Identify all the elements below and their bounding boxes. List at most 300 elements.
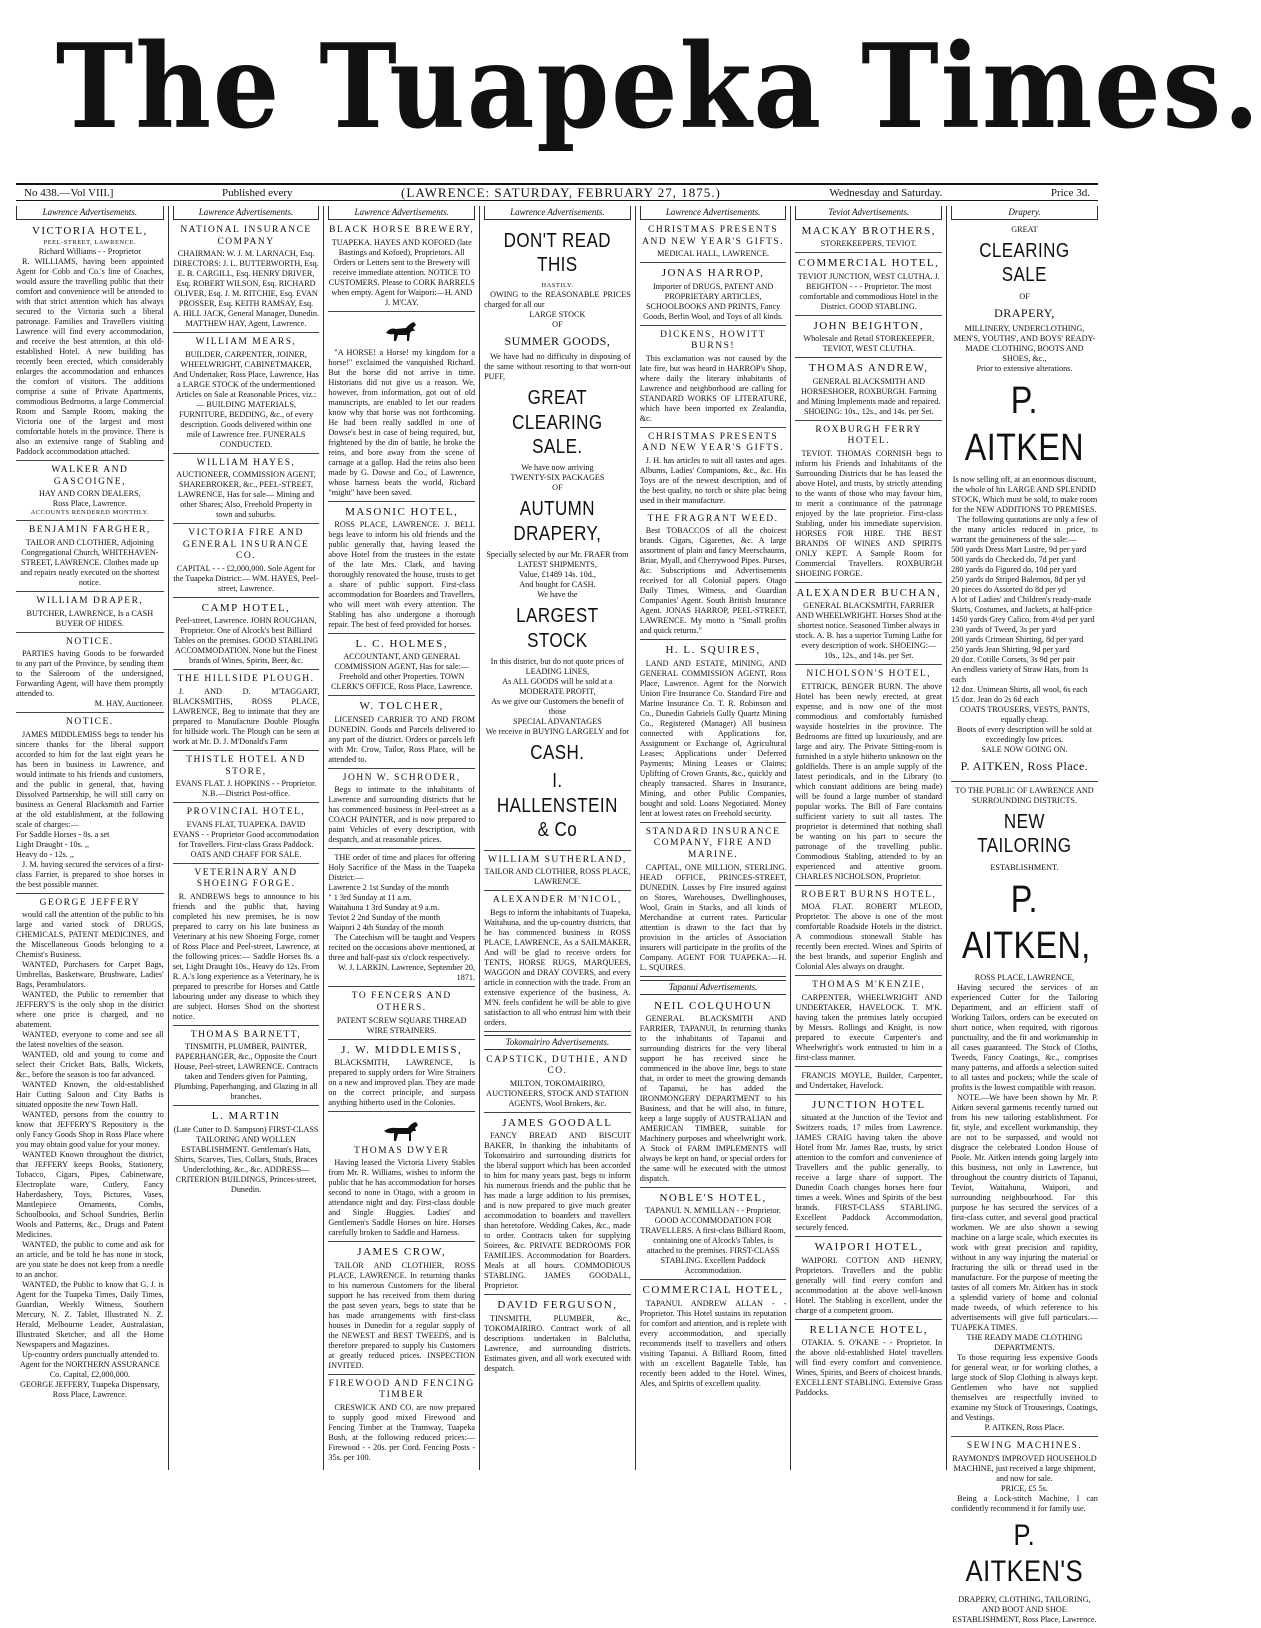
ad-text-2: J. M. having secured the services of a first-class Farrier, is prepared to shoe horses in the best possible manner.	[16, 859, 164, 889]
price-line: 15 doz. Jean do 2s 6d each	[951, 695, 1039, 705]
schedule-row: Lawrence 2 1st Sunday of the month	[328, 883, 449, 893]
ad-provincial-hotel	[173, 805, 320, 864]
ad-camp-hotel	[173, 600, 320, 670]
ad-victoria-fire	[173, 526, 320, 598]
ad-text: CARPENTER, WHEELWRIGHT AND UNDERTAKER, HAVELOCK. T. M'K. having taken the premises lately occupied by Messrs. Rollings and Knight, is now prepared to execute Carpenter's and Wheelwright's work entrusted to him in a first-class manner.	[795, 992, 943, 1062]
price-line: 250 yards Jean Shirting, 9d per yard	[951, 645, 1070, 655]
ad-commercial-hotel-teviot	[795, 255, 942, 315]
ad-end: Up-country orders punctually attended to.	[22, 1350, 160, 1360]
ad-black-horse-brewery	[328, 223, 475, 312]
ad-text: situated at the Junction of the Teviot and Switzers roads, 17 miles from Lawrence. JAMES CRAIG having taken the above Hotel from Mr. James Rae, trusts, by strict attention to the comfort and convenience of Travellers and the public generally, to receive a large share of support. The Dunedin Coach changes horses here four times a week. Wines and Spirits of the best brands. FIRST-CLASS STABLING. Excellent Paddock Accommodation, securely fenced.	[795, 1113, 943, 1233]
price-line: 20 doz. Cotille Corsets, 3s 9d per pair	[951, 655, 1076, 665]
column-heading: Lawrence Advertisements.	[16, 206, 164, 220]
ad-thomas-andrew	[795, 360, 942, 420]
ad-title: WILLIAM SUTHERLAND,	[488, 854, 627, 865]
ad-title: WILLIAM HAYES,	[196, 457, 296, 468]
ad-title: CAMP HOTEL,	[201, 602, 291, 615]
ad-text: J. AND D. M'TAGGART, BLACKSMITHS, ROSS PLACE, LAWRENCE, Beg to intimate that they are prepared to Manufacture Double Ploughs for hillside work. The Plough can be seen at work at Mr. D. J. M'Donald's Farm	[172, 687, 320, 746]
ad-title: GEORGE JEFFERY	[39, 897, 141, 908]
headline: P. AITKEN'S	[965, 1518, 1084, 1589]
ad-title: L. MARTIN	[211, 1110, 281, 1123]
headline: GREAT CLEARING SALE.	[512, 387, 603, 459]
column-heading: Lawrence Advertisements.	[484, 206, 631, 220]
ad-line: THE READY MADE CLOTHING DEPARTMENTS.	[966, 1333, 1083, 1353]
ad-signature: A. HILL JACK, General Manager, Dunedin. MATTHEW HAY, Agent, Lawrence.	[173, 309, 320, 329]
ad-address: Ross Place, Lawrence.	[52, 499, 127, 509]
headline: CASH.	[530, 742, 585, 765]
ad-line: And bought for CASH.	[519, 580, 596, 590]
wanted-item: WANTED Known, the old-established Hair Cutting Saloon and City Baths is situated opposite the new Town Hall.	[16, 1080, 164, 1110]
ad-dickens-howitt	[640, 328, 787, 428]
headline: NEW TAILORING	[977, 810, 1072, 858]
ad-sewing-machines	[951, 1439, 1098, 1628]
ad-masonic-hotel	[328, 504, 475, 634]
ad-standard-insurance	[640, 825, 787, 977]
ad-title: VICTORIA HOTEL,	[31, 224, 148, 237]
ad-line: PRICE, £5 5s.	[1001, 1483, 1048, 1493]
ad-thomas-barnett	[173, 1028, 320, 1107]
column-heading: Lawrence Advertisements.	[328, 206, 475, 220]
ad-text: Begs to inform the inhabitants of Tuapeka, Waitahuna, and the up-country districts, that he has commenced business in ROSS PLACE, LAWRENCE, As a SAILMAKER, And will be glad to receive orders for TENTS, HORSE RUGS, MARQUEES, WAGGON and DRAY COVERS, and every article in connection with the trade. From an extensive experience of the business, A. M'N. feels confident he will be able to give satisfaction to all who entrust him with their orders.	[484, 907, 631, 1027]
column-6	[790, 206, 946, 1470]
ad-robert-burns-hotel	[795, 888, 942, 977]
price-line: 200 yards Crimean Shirting, 8d per yard	[951, 635, 1084, 645]
ad-proprietor: Richard Williams - - Proprietor	[38, 247, 141, 257]
ad-title: TO FENCERS AND OTHERS.	[351, 991, 452, 1013]
price-line: 1450 yards Grey Calico, from 4½d per yard	[951, 615, 1095, 625]
ad-line: LARGE STOCK	[529, 309, 586, 319]
column-heading: Lawrence Advertisements.	[640, 206, 787, 220]
ad-waipori-hotel	[795, 1239, 942, 1319]
ad-mass-schedule	[328, 851, 475, 987]
ad-line: P. AITKEN, Ross Place.	[960, 759, 1089, 774]
ad-text: CRESWICK AND CO. are now prepared to supply good mixed Firewood and Fencing Timber at the Tramway, Tuapeka Bush, at the following reduced prices:— Firewood - - 20s. per Cord. Fencing Posts - 35s. per 100.	[328, 1403, 476, 1463]
ad-l-martin	[173, 1108, 320, 1197]
column-heading: Teviot Advertisements.	[795, 206, 942, 220]
wanted-item: WANTED, everyone to come and see all the latest novelties of the season.	[16, 1030, 164, 1050]
firm-name: I. HALLENSTEIN & Co	[496, 770, 618, 842]
ad-text: GENERAL BLACKSMITH AND HORSESHOER, ROXBURGH. Farming and Mining Implements made and repaired. SHOEING: 10s., 12s., and 14s. per Set.	[797, 376, 941, 416]
ad-title: CHRISTMAS PRESENTS AND NEW YEAR'S GIFTS.	[642, 224, 785, 247]
ad-line: GREAT	[1011, 224, 1038, 234]
ad-text: TINSMITH, PLUMBER, PAINTER, PAPERHANGER, &c., Opposite the Court House, Peel-street, LAWRENCE. Contracts taken and Tenders given for Painting, Plumbing, Paperhanging, and Glazing in all branches.	[174, 1042, 319, 1102]
column-7	[946, 206, 1102, 1624]
ad-title: JOHN W. SCHRODER,	[342, 772, 461, 783]
ad-text: JAMES MIDDLEMISS begs to tender his sincere thanks for the liberal support accorded to him for the last eight years he has been in business in Lawrence, and would intimate to his friends and customers, and the public in general, that, having Dissolved Partnership, he will still carry on business as General Blacksmith and Farrier at the old establishment, at the following scale of charges:—	[16, 729, 164, 829]
ad-lc-holmes	[328, 636, 475, 696]
ad-title: THOMAS ANDREW,	[808, 362, 929, 375]
ad-title: NICHOLSON'S HOTEL,	[806, 669, 932, 680]
ad-title: W. TOLCHER,	[359, 700, 444, 713]
ad-text: HAY AND CORN DEALERS,	[38, 489, 141, 499]
ad-title: ROBERT BURNS HOTEL,	[801, 889, 937, 900]
headline: P. AITKEN,	[962, 878, 1091, 967]
ad-line: P. AITKEN, Ross Place.	[984, 1423, 1065, 1433]
ad-title: JONAS HARROP,	[661, 267, 765, 280]
ad-title: DAVID FERGUSON,	[497, 1299, 618, 1312]
dateline	[16, 183, 1098, 201]
price-line: 500 yards Dress Mart Lustre, 9d per yard	[951, 545, 1087, 555]
ad-line: SUMMER GOODS,	[504, 333, 611, 348]
ad-text: J. H. has articles to suit all tastes and ages. Albums, Ladies' Companions, &c., &c. His Toys are of the newest description, and of the best quality, no torch or shire plac being used in their manufacture.	[639, 455, 787, 505]
ad-title: COMMERCIAL HOTEL,	[798, 257, 940, 270]
ad-text: BUTCHER, LAWRENCE, Is a CASH BUYER OF HIDES.	[26, 608, 154, 628]
ad-line: We receive in BUYING LARGELY and for	[485, 727, 630, 737]
schedule-row: Teviot 2 2nd Sunday of the month	[328, 913, 441, 923]
ad-christmas-presents-2	[640, 430, 787, 510]
ad-text: TAILOR AND CLOTHIER, ROSS PLACE, LAWRENCE.	[484, 867, 631, 887]
ad-text: STOREKEEPERS, TEVIOT.	[820, 239, 917, 249]
ad-text: THE order of time and places for offering Holy Sacrifice of the Mass in the Tuapeka District:—	[328, 853, 476, 883]
ad-text-2: The Catechism will be taught and Vespers recited on the occasions above mentioned, at three and half-past six o'clock respectively.	[328, 933, 476, 963]
ad-text: R. WILLIAMS, having been appointed Agent for Cobb and Co.'s line of Coaches, would assure the travelling public that their comfort and convenience will be attended to with that strict attention which has always secured to the Victoria such a liberal patronage. Families and Travellers visiting Lawrence will find every accommodation, and receive the best attention, at this old-established Hotel. A new building has recently been erected, which considerably enlarges the accommodation and enhances the comfort of visitors. The additions comprise a suite of Private Apartments, commodious Bedrooms, a large Commercial Room and Sample Room, making the Victoria one of the largest and most comfortable hotels in the province. There is also an extensive range of Stabling and Paddock accommodation attached.	[16, 257, 164, 457]
ad-capstick-duthie	[484, 1053, 631, 1113]
ad-line: TWENTY-SIX PACKAGES	[510, 473, 605, 483]
ad-title: PROVINCIAL HOTEL,	[186, 807, 306, 818]
ad-title: WILLIAM MEARS,	[195, 337, 297, 348]
ad-christmas-presents	[640, 223, 787, 263]
ad-line: The following quotations are only a few of the many articles reduced in price, to warrant the genuineness of the sale:—	[951, 515, 1098, 545]
headline: CLEARING SALE	[979, 239, 1070, 287]
ad-title: WILLIAM DRAPER,	[36, 595, 144, 606]
price-line: 280 yards do Figured do, 10d per yard	[951, 565, 1077, 575]
ad-title: ALEXANDER BUCHAN,	[796, 586, 942, 599]
ad-text: TINSMITH, PLUMBER, &c., TOKOMAIRIRO. Contract work of all descriptions undertaken in Balclutha, Lawrence, and surrounding districts. Estimates given, and all work executed with despatch.	[484, 1313, 631, 1373]
ad-title: NEIL COLQUHOUN	[654, 999, 773, 1012]
schedule-row: Waipori 2 4th Sunday of the month	[328, 923, 444, 933]
headline: AUTUMN DRAPERY,	[513, 498, 602, 545]
ad-text: OTAKIA. S. O'KANE - - Proprietor. In the above old-established Hotel travellers will find every comfort and convenience. Wines, Spirits, and Beers of choicest brands. EXCELLENT STABLING. Extensive Grass Paddocks.	[795, 1338, 943, 1398]
ad-john-beighton	[795, 318, 942, 358]
wanted-item: WANTED, Purchasers for Carpet Bags, Umbrellas, Basketware, Brushware, Ladies' Bags, Perambulators.	[16, 960, 164, 990]
ad-line: OF	[552, 483, 563, 493]
ad-victoria-hotel	[16, 223, 164, 461]
ad-text: AUCTIONEER, COMMISSION AGENT, SHAREBROKER, &c., PEEL-STREET, LAWRENCE, Has for sale— Mining and other Shares; Also, Freehold Property in town and suburbs.	[176, 470, 316, 520]
ad-title: JUNCTION HOTEL	[811, 1098, 926, 1111]
ad-line: SPECIAL ADVANTAGES	[513, 717, 602, 727]
ad-text: LAND AND ESTATE, MINING, AND GENERAL COMMISSION AGENT, Ross Place, Lawrence. Agent for the Norwich Union Fire Insurance Co. Standard Fire and Marine Insurance Co. T. R. Robinson and Co., Dunedin Gabriels Gully Quartz Mining Co., Registered (Manager) All business connected with Applications for, Assignment or Exchange of, Agricultural Leases; Applications under Deferred Payments; Mining Leases or Claims; Uplifting of Crown Grants, &c., quickly and cheaply transacted. Shares in Insurance, Mining, and other Public Companies, bought and sold. Loans Negotiated. Money lent at lowest rates on Freehold security.	[639, 658, 787, 818]
ad-jw-middlemiss	[328, 1042, 475, 1112]
ad-title: WAIPORI HOTEL,	[814, 1241, 923, 1254]
ad-signature: M. HAY, Auctioneer.	[94, 699, 164, 709]
ad-line: OF	[552, 319, 563, 329]
rate-line: For Saddle Horses - 8s. a set	[16, 829, 110, 839]
ad-title: COMMERCIAL HOTEL,	[642, 1284, 784, 1297]
column-2	[168, 206, 324, 1470]
section-heading: Tapanui Advertisements.	[640, 980, 787, 995]
ad-title: THISTLE HOTEL AND STORE,	[186, 755, 306, 777]
ad-note: ACCOUNTS RENDERED MONTHLY.	[30, 509, 150, 517]
ad-walker-gascoigne	[16, 463, 164, 521]
ad-line: SALE NOW GOING ON.	[981, 745, 1068, 755]
ad-text: BLACKSMITH, LAWRENCE, Is prepared to supply orders for Wire Strainers on a new and improved plan. They are made on the correct principle, and surpass anything hitherto used in the Colonies.	[328, 1057, 476, 1107]
ad-line: As ALL GOODS will be sold at a	[502, 677, 613, 687]
wanted-item: WANTED, the Public to remember that JEFFERY'S is the only shop in the district where one price is charged, and no abatement.	[16, 990, 164, 1030]
ad-text: CAPITAL - - - £2,000,000. Sole Agent for the Tuapeka District:— WM. HAYES, Peel-street, Lawrence.	[173, 564, 319, 594]
publish-days: Wednesday and Saturday.	[829, 186, 943, 199]
ad-nicholsons-hotel	[795, 667, 942, 886]
ad-aitken-tailoring	[951, 784, 1098, 1438]
price-line: 20 pieces do Assorted do 8d per yd	[951, 585, 1066, 595]
column-1	[12, 206, 168, 1470]
ad-line: MODERATE PROFIT,	[519, 687, 596, 697]
ad-title: ROXBURGH FERRY HOTEL.	[815, 424, 923, 447]
ad-line: ESTABLISHMENT.	[990, 862, 1059, 872]
ad-text: BUILDER, CARPENTER, JOINER, WHEELWRIGHT, CABINETMAKER, And Undertaker, Ross Place, Lawrence, Has a LARGE STOCK of the undermentioned Articles on Sale at Reasonable Prices, viz.:— BUILDING MATERIALS, FURNITURE, BEDDING, &c., of every description. Goods delivered within one mile of Lawrence free. FUNERALS CONDUCTED.	[173, 349, 319, 449]
ad-mackay-brothers	[795, 223, 942, 253]
ad-text: TUAPEKA. HAYES AND KOFOED (late Bastings and Kofoed), Proprietors. All Orders or Letters sent to the Brewery will receive immediate attention. NOTICE TO CUSTOMERS. Please to CORK BARRELS when empty. Agent for Waipori:—H. AND J. M'CAY.	[328, 237, 475, 307]
ad-text: GENERAL BLACKSMITH AND FARRIER, TAPANUI, In returning thanks to the inhabitants of Tapanui and surrounding districts for the very liberal support he has received since he commenced in the above line, begs to state that, in order to meet the growing demands of Tapanui, he has added the IRONMONGERY DEPARTMENT to his Business, and that he will also, in future, keep a large supply of AUSTRALIAN and AMERICAN TIMBER, suitable for Machinery purposes and wheelwright work. A Stock of FARM IMPLEMENTS will always be kept on hand, or special orders for the same will be executed with the utmost dispatch.	[639, 1013, 787, 1183]
ad-line: DRAPERY,	[994, 305, 1055, 320]
ad-reliance-hotel	[795, 1322, 942, 1401]
headline-sub: HASTILY.	[541, 281, 574, 289]
ad-title: CAPSTICK, DUTHIE, AND CO.	[486, 1054, 629, 1077]
ad-line: LEADING LINES,	[525, 667, 590, 677]
ad-line: Being a Lock-stitch Machine, I can confidently recommend it for family use.	[951, 1493, 1098, 1513]
wanted-item: WANTED, old and young to come and select their Cricket Bats, Balls, Wickets, &c., before the season is too far advanced.	[16, 1050, 164, 1080]
ad-line: DRAPERY, CLOTHING, TAILORING, AND BOOT AND SHOE ESTABLISHMENT, Ross Place, Lawrence.	[952, 1594, 1097, 1624]
ad-line: ROSS PLACE, LAWRENCE,	[974, 973, 1075, 983]
ad-text: TEVIOT JUNCTION, WEST CLUTHA. J. BEIGHTON - - - Proprietor. The most comfortable and commodious Hotel in the District. GOOD STABLING.	[797, 271, 940, 311]
column-3	[323, 206, 479, 1470]
ad-line: We have had no difficulty in disposing of the same without resorting to that worn-out PUFF,	[484, 352, 631, 382]
ad-commercial-hotel-tapanui	[640, 1282, 787, 1391]
ad-text: TAILOR AND CLOTHIER, Adjoining Congregational Church, WHITEHAVEN-STREET, LAWRENCE. Clothes made up and repairs neatly executed on the shortest notice.	[20, 537, 160, 587]
horse-illustration-icon	[328, 1119, 475, 1143]
wanted-item: WANTED, the Public to know that G. J. is Agent for the Tuapeka Times, Daily Times, Guardian, Weekly Witness, Southern Mercury, N. Z. Tablet, Illustrated N. Z. Herald, Melbourne Leader, Australasian, Illustrated Sketcher, and all the Home Newspapers and Magazines.	[16, 1280, 164, 1350]
ad-title: FRANCIS MOYLE, Builder, Carpenter, and Undertaker, Havelock.	[795, 1070, 943, 1090]
ad-text: EVANS FLAT. J. HOPKINS - - Proprietor. N.B.—District Post-office.	[175, 779, 317, 799]
section-heading: Tokomairiro Advertisements.	[484, 1035, 631, 1050]
ad-william-mears	[173, 335, 320, 454]
ad-line: Prior to extensive alterations.	[976, 364, 1073, 374]
ad-text: Wholesale and Retail STOREKEEPER, TEVIOT, WEST CLUTHA.	[803, 334, 935, 354]
ad-title: RELIANCE HOTEL,	[809, 1323, 928, 1336]
ad-text: (Late Cutter to D. Sampson) FIRST-CLASS TAILORING AND WOLLEN ESTABLISHMENT. Gentleman's Hats, Shirts, Scarves, Ties, Collars, Studs, Braces Underclothing, &c., &c. ADDRESS— CRITERION BUILDINGS, Princes-street, Dunedin.	[173, 1124, 319, 1194]
ad-w-tolcher	[328, 698, 475, 768]
ad-aitken-clearing-sale	[951, 223, 1098, 782]
ad-text: WAIPORI. COTTON AND HENRY, Proprietors. Travellers and the public generally will find every comfort and accommodation at the above well-known Hotel. The Stabling is excellent, under the charge of a competent groom.	[795, 1255, 943, 1315]
price-line: 250 yards do Striped Balernos, 8d per yd	[951, 575, 1086, 585]
ad-line: Is now selling off, at an enormous discount, the whole of his LARGE AND SPLENDID STOCK, Which must be sold, to make room for the NEW ADDITIONS TO PREMISES.	[951, 475, 1098, 515]
ad-title: BENJAMIN FARGHER,	[28, 525, 151, 536]
ad-hillside-plough	[173, 672, 320, 751]
ad-title: BLACK HORSE BREWERY,	[329, 224, 475, 235]
ad-title: WALKER AND GASCOIGNE,	[51, 465, 129, 487]
ad-firewood	[328, 1377, 475, 1466]
ad-james-goodall	[484, 1115, 631, 1295]
headline: P. AITKEN	[964, 380, 1085, 469]
price: Price 3d.	[1050, 186, 1090, 199]
ad-title: ALEXANDER M'NICOL,	[492, 895, 622, 906]
ad-subtitle: PEEL-STREET, LAWRENCE.	[43, 239, 137, 247]
ad-text: FANCY BREAD AND BISCUIT BAKER, In thanking the inhabitants of Tokomairiro and surrounding districts for the liberal support which has been accorded to him for many years past, begs to inform his numerous friends and the public that he has made a large addition to his premises, and is now prepared to give much greater accommodation to boarders and travellers than heretofore. Wedding Cakes, &c., made to order. Contracts taken for supplying Soirees, &c. PRIVATE BEDROOMS FOR FAMILIES. Accommodation for Boarders. Meals at all hours. COMMODIOUS STABLING. JAMES GOODALL, Proprietor.	[484, 1131, 631, 1291]
column-5	[635, 206, 791, 1470]
ad-line: We have now arriving	[521, 463, 594, 473]
issue-number: No 438.—Vol VIII.]	[24, 186, 114, 199]
ad-title: THOMAS DWYER	[354, 1145, 450, 1156]
ad-text: EVANS FLAT, TUAPEKA. DAVID EVANS - - Proprietor Good accommodation for Travellers. First-class Grass Paddock. OATS AND CHAFF FOR SALE.	[173, 819, 319, 859]
ad-title: NOBLE'S HOTEL,	[659, 1191, 767, 1204]
ad-line: Boots of every description will be sold at exceedingly low prices.	[957, 725, 1092, 745]
ad-title: NOTICE.	[65, 636, 114, 647]
ad-text: OWING to the REASONABLE PRICES charged for all our	[484, 289, 631, 309]
price-line: 230 yards of Tweed, 3s per yard	[951, 625, 1057, 635]
ad-line: Value, £1489 14s. 10d.,	[518, 570, 596, 580]
ad-william-hayes	[173, 456, 320, 525]
ad-text: ACCOUNTANT, AND GENERAL COMMISSION AGENT, Has for sale:— Freehold and other Properties. TOWN CLERK'S OFFICE, Ross Place, Lawrence.	[331, 652, 473, 692]
ad-line: In this district, but do not quote prices of	[490, 657, 625, 667]
ad-text: CHAIRMAN: W. J. M. LARNACH, Esq. DIRECTORS: J. L. BUTTERWORTH, Esq. E. B. CARGILL, Esq. HENRY DRIVER, Esq. ROBERT WILSON, Esq. RICHARD OLIVER, Esq. J. M. RITCHIE, Esq. EVAN PROSSER, Esq. KEITH RAMSAY, Esq.	[173, 249, 319, 309]
price-line: 12 doz. Unimean Shirts, all wool, 6s each	[951, 685, 1088, 695]
ad-line: RAYMOND'S IMPROVED HOUSEHOLD MACHINE, just received a large shipment, and now for sale.	[952, 1453, 1097, 1483]
schedule-row: " 1 3rd Sunday at 11 a.m.	[328, 893, 412, 903]
ad-john-schroder	[328, 771, 475, 850]
horse-illustration-icon	[328, 319, 475, 345]
columns	[12, 206, 1102, 1624]
ad-francis-moyle	[795, 1069, 942, 1095]
ad-title: JAMES GOODALL	[502, 1116, 613, 1129]
ad-notice-middlemiss	[16, 715, 164, 894]
ad-george-jeffery	[16, 896, 164, 1404]
ad-title: NATIONAL INSURANCE COMPANY	[180, 224, 312, 247]
ad-text: TAILOR AND CLOTHIER, ROSS PLACE, LAWRENCE. In returning thanks to his numerous Customers for the liberal support he has received from them during the past seven years, begs to state that he has made arrangements with first-class houses in Dunedin for a regular supply of the NEWEST and BEST TWEEDS, and is therefore prepared to supply his Customers at greatly reduced prices. INSPECTION INVITED.	[328, 1260, 476, 1370]
ad-line: Specially selected by our Mr. FRAER from	[486, 550, 629, 560]
ad-signature: W. J. LARKIN. Lawrence, September 20, 1871.	[338, 963, 476, 983]
ad-text: R. ANDREWS begs to announce to his friends and the public that, having completed his new premises, he is now prepared to carry on his late business as Veterinary at his new Shoeing Forge, corner of Ross Place and Peel-street, Lawrence, at the following prices:— Saddle Horses 8s. a set, Light Draught 10s., Heavy do 12s. From R. A.'s long experience as a Veterinary, he is prepared to prescribe for Horses and Cattle labouring under any disease to which they are subject. Horses Shod on the shortest notice.	[172, 891, 320, 1021]
ad-text: LICENSED CARRIER TO AND FROM DUNEDIN. Goods and Parcels delivered to any part of the district. Orders or parcels left with Mr. Crow, Tailor, Ross Place, will be attended to.	[328, 714, 476, 764]
wanted-item: WANTED, the public to come and ask for an article, and be told he has none in stock, are you state he does not keep from a needle to an anchor.	[16, 1240, 164, 1280]
ad-william-draper	[16, 594, 164, 633]
ad-hallenstein	[484, 223, 631, 851]
ad-hl-squires	[640, 642, 787, 822]
ad-junction-hotel	[795, 1097, 942, 1237]
ad-title: SEWING MACHINES.	[966, 1441, 1083, 1452]
ad-benjamin-fargher	[16, 523, 164, 592]
ad-text: GENERAL BLACKSMITH, FARRIER AND WHEELWRIGHT. Horses Shod at the shortest notice. Seasoned Timber always in stock. A. B. has a superior Turning Lathe for every description of work. SHOEING:—10s., 12s., and 14s. per Set.	[795, 601, 942, 661]
wanted-item: WANTED, persons from the country to know that JEFFERY'S Repository is the only Fancy Goods Shop in Ross Place where you may obtain good value for your money.	[16, 1110, 164, 1150]
price-line: A lot of Ladies' and Children's ready-made Skirts, Costumes, and Jackets, at half-price	[951, 595, 1093, 615]
ad-text: PARTIES having Goods to be forwarded to any part of the Province, by sending them to the Saleroom of the undersigned, Forwarding Agent, will have them promptly attended to.	[16, 649, 164, 699]
ad-alexander-buchan	[795, 585, 942, 665]
ad-roxburgh-ferry	[795, 423, 942, 583]
ad-title: MASONIC HOTEL,	[345, 505, 459, 518]
ad-text: Importer of DRUGS, PATENT AND PROPRIETARY ARTICLES, SCHOOLBOOKS AND PRINTS, Fancy Goods, Berlin Wool, and Toys of all kinds.	[643, 281, 784, 321]
price-line: An endless variety of Straw Hats, from 1s each	[951, 665, 1089, 685]
ad-fragrant-weed	[640, 512, 787, 641]
ad-title: NOTICE.	[65, 717, 114, 728]
ad-david-ferguson	[484, 1297, 631, 1376]
ad-line: As we give our Customers the benefit of those	[491, 697, 624, 717]
ad-text: Best TOBACCOS of all the choicest brands. Cigars, Cigarettes, &c. A large assortment of plain and fancy Meerschaums, Briar, Myall, and Cherrywood Pipes. Purses, &c. Subscriptions and Advertisements received for all Colonial papers. Otago Daily Times, Witness, and Guardian Companies' Agent. South British Insurance Agent. JONAS HARROP, PEEL-STREET, LAWRENCE. My motto is "Small profits and quick returns."	[639, 526, 787, 636]
ad-notice-hay	[16, 635, 164, 714]
rate-line: Light Draught - 10s. ,,	[16, 839, 89, 849]
rate-line: Heavy do - 12s. ,,	[16, 849, 74, 859]
column-4	[479, 206, 635, 1470]
ad-thomas-dwyer	[328, 1114, 475, 1243]
ad-dowse-harness	[328, 314, 475, 502]
ad-neil-colquhoun	[640, 998, 787, 1188]
ad-text: MILTON, TOKOMAIRIRO, AUCTIONEERS, STOCK AND STATION AGENTS, Wool Brokers, &c.	[486, 1078, 629, 1108]
price-line: 500 yards do Checked do, 7d per yard	[951, 555, 1076, 565]
ad-line: OF	[1019, 291, 1030, 301]
ad-text: This exclamation was not caused by the late fire, but was heard in HARROP's Shop, where daily the literary inhabitants of Lawrence and neighborhood are calling for STANDARD WORKS OF LITERATURE, which have been imported ex Zealandia, &c.	[639, 353, 787, 423]
ad-thistle-hotel	[173, 753, 320, 803]
ad-title: JOHN BEIGHTON,	[813, 319, 925, 332]
ad-text: "A HORSE! a Horse! my kingdom for a horse!" exclaimed the vanquished Richard. But the horse did not arrive in time. Historians did not give us a reason. We, however, from information, got out of old manuscripts, are enabled to let our readers know why that horse was not forthcoming. He had been really saddled in one of Dowse's best in case of being required, but, frightened by the din of battle, he broke the reins, and bore away from the scene of carnage at a gallop. Had the reins also been made by G. Dowse and Co., of Lawrence, whose harness beats the world, Richard "might" have been saved.	[328, 347, 476, 497]
ad-title: VICTORIA FIRE AND GENERAL INSURANCE CO.	[182, 528, 310, 562]
ad-title: THOMAS M'KENZIE,	[812, 980, 926, 991]
ad-title: FIREWOOD AND FENCING TIMBER	[328, 1378, 475, 1401]
ad-text: MOA FLAT. ROBERT M'LEOD, Proprietor. The above is one of the most comfortable Roadside Hotels in the district. A commodious stonewall Stable has recently been erected. Wines and Spirits of the best brands, and superior English and Colonial Ales always on draught.	[795, 902, 943, 972]
ad-veterinary-forge	[173, 866, 320, 1026]
headline: LARGEST STOCK	[516, 605, 599, 652]
ad-fencers	[328, 989, 475, 1039]
masthead	[0, 12, 1261, 162]
ad-line: MILLINERY, UNDERCLOTHING, MEN'S, YOUTHS', AND BOYS' READY-MADE CLOTHING, BOOTS AND SHOES, &c.,	[953, 324, 1096, 364]
ad-text: NOTE.—We have been shown by Mr. P. Aitken several garments recently turned out from his new tailoring establishment. For fit, style, and excellent workmanship, they are not to be surpassed, and would not disgrace the celebrated London House of Poole. Mr. Aitken intends going largely into this business, not only in Lawrence, but throughout the country districts of Tapanui, Teviot, Waitahuna, Waipori, and surrounding neighbourhood. For this purpose he has secured the services of a first-class cutter, and several good practical workmen. We are also shown a sewing machine on a large scale, which executes its work with great precision and rapidity, without in any way injuring the material or fracturing the silk or thread used in the manufacture. For the purpose of meeting the tastes of all comers Mr. Aitken has in stock a splendid variety of home and colonial made tweeds, of which reference to his advertisements will give full particulars.—TUAPEKA TIMES.	[951, 1093, 1098, 1333]
ad-title: DICKENS, HOWITT BURNS!	[660, 329, 767, 352]
price-line: COATS TROUSERS, VESTS, PANTS, equally cheap.	[959, 705, 1090, 725]
ad-title: THOMAS BARNETT,	[190, 1029, 302, 1040]
ad-text: TEVIOT. THOMAS CORNISH begs to inform his Friends and Inhabitants of the Surrounding Districts that he has leased the above Hotel, and trusts, by strictly attending to the wants of those who may favour him, to merit a continuance of the patronage enjoyed by the late proprietor. First-class Stabling, under his immediate supervision. HORSES FOR HIRE. THE BEST BRANDS OF WINES AND SPIRITS ONLY KEPT. A Sample Room for Commercial Travellers. ROXBURGH SHOEING FORGE.	[795, 448, 943, 578]
ad-text: would call the attention of the public to his large and varied stock of DRUGS, CHEMICALS, PATENT MEDICINES, and the Miscellaneous Goods belonging to a Chemist's Business.	[16, 910, 164, 960]
ad-line: We have the	[537, 590, 578, 600]
wanted-item: WANTED Known throughout the district, that JEFFERY keeps Books, Stationery, Tobacco, Cigars, Pipes, Cabinetware, Electroplate ware, Cutlery, Fancy Haberdashery, Toys, Pictures, Vases, Mantlepiece Ornaments, Combs, Schoolbooks, and School Sundries, Berlin Wools and Patterns, &c., Drugs and Patent Medicines.	[16, 1150, 164, 1240]
ad-line: LATEST SHIPMENTS,	[517, 560, 597, 570]
newspaper-title: The Tuapeka Times.	[55, 19, 1261, 155]
ad-agent: Agent for the NORTHERN ASSURANCE Co. Capital, £2,000,000.	[19, 1360, 160, 1380]
headline: DON'T READ THIS	[503, 229, 612, 277]
ad-text: Begs to intimate to the inhabitants of Lawrence and surrounding districts that he has commenced business in Peel-street as a COACH PAINTER, and is now prepared to paint Vehicles of every description, with despatch, and at reasonable prices.	[328, 785, 476, 845]
schedule-row: Waitahuna 1 3rd Sunday at 9 a.m.	[328, 903, 440, 913]
published-label: Published every	[221, 186, 293, 199]
ad-subtitle: MEDICAL HALL, LAWRENCE.	[657, 249, 770, 259]
ad-text: ROSS PLACE, LAWRENCE. J. BELL begs leave to inform his old friends and the public generally that, having leased the above Hotel from the trustees in the estate of the late Mrs. Clark, and having thoroughly renovated the house, trusts to get a share of public support. First-class accommodation for Boarders and Travellers, who will meet with every attention. The Stabling has also undergone a thorough repair. The best of feed provided for horses.	[328, 519, 476, 629]
ad-title: CHRISTMAS PRESENTS AND NEW YEAR'S GIFTS.	[642, 431, 785, 454]
ad-james-crow	[328, 1244, 475, 1374]
ad-text: To those requiring less expensive Goods for general wear, or for working clothes, a large stock of Slop Clothing is always kept. Gentlemen who have not supplied themselves are respectfully invited to examine my Stock of Trouserings, Coatings, and Vestings.	[951, 1353, 1098, 1423]
ad-title: L. C. HOLMES,	[355, 637, 448, 650]
ad-title: J. W. MIDDLEMISS,	[341, 1043, 463, 1056]
ad-title: MACKAY BROTHERS,	[801, 224, 936, 237]
ad-title: VETERINARY AND SHOEING FORGE.	[194, 867, 298, 890]
ad-text: PATENT SCREW SQUARE THREAD WIRE STRAINERS.	[336, 1015, 467, 1035]
ad-nobles-hotel	[640, 1190, 787, 1280]
ad-title: THE FRAGRANT WEED.	[647, 513, 779, 524]
column-heading: Lawrence Advertisements.	[173, 206, 320, 220]
ad-title: STANDARD INSURANCE COMPANY, FIRE AND MARINE.	[645, 826, 781, 860]
ad-alexander-mnicol	[484, 893, 631, 1032]
ad-national-insurance	[173, 223, 320, 333]
ad-thomas-mkenzie	[795, 978, 942, 1067]
ad-signature: GEORGE JEFFERY, Tuapeka Dispensary, Ross Place, Lawrence.	[20, 1380, 160, 1400]
ad-william-sutherland	[484, 853, 631, 892]
ad-title: THE HILLSIDE PLOUGH.	[177, 674, 315, 685]
ad-title: H. L. SQUIRES,	[665, 644, 761, 657]
ad-text: Having secured the services of an experienced Cutter for the Tailoring Department, and an efficient staff of Working Tailors, orders can be executed on short notice, when required, with rigorous punctuality, and the fit and workmanship in all cases guaranteed. The Stock of Cloths, Tweeds, Fancy Coatings, &c., comprises many patterns, and affords a selection suited to all tastes and pockets; while the scale of profits is the lowest compatible with reason.	[951, 983, 1098, 1093]
ad-text: Peel-street, Lawrence. JOHN ROUGHAN, Proprietor. One of Alcock's best Billiard Tables on the premises. GOOD STABLING ACCOMMODATION. None but the Finest brands of Wines, Spirits, Beer, &c.	[173, 616, 319, 666]
ad-line: TO THE PUBLIC OF LAWRENCE AND SURROUNDING DISTRICTS.	[955, 785, 1094, 805]
column-heading: Drapery.	[951, 206, 1098, 220]
ad-text: TAPANUI. ANDREW ALLAN - - Proprietor. This Hotel sustains its reputation for comfort and attention, and is replete with every accommodation, and specially recommends itself to travellers and others visiting Tapanui. A Billiard Room, fitted with an excellent Bagatelle Table, has recently been added to the Hotel. Wines, Ales, and Spirits of excellent quality.	[639, 1298, 787, 1388]
ad-text: TAPANUI. N. M'MILLAN - - Proprietor. GOOD ACCOMMODATION FOR TRAVELLERS. A first-class Billiard Room, containing one of Alcock's Tables, is attached to the premises. FIRST-CLASS STABLING. Excellent Paddock Accommodation.	[640, 1206, 786, 1276]
issue-date: (LAWRENCE: SATURDAY, FEBRUARY 27, 1875.)	[401, 184, 721, 200]
ad-title: JAMES CROW,	[357, 1246, 447, 1259]
ad-jonas-harrop	[640, 265, 787, 325]
ad-text: CAPITAL, ONE MILLION, STERLING. HEAD OFFICE, PRINCES-STREET, DUNEDIN. Losses by Fire insured against on Stores, Warehouses, Dwellinghouses, Wool, Grain in Stacks, and all kinds of Merchandise at current rates. Particular attention is drawn to the fact that by provision in the articles of Association insurers will participate in the profits of the Company. AGENT FOR TUAPEKA:—H. L. SQUIRES.	[639, 862, 787, 972]
ad-text: Having leased the Victoria Livery Stables from Mr. R. Williams, wishes to inform the public that he has accommodation for horses second to none in Otago, with a groom in attendance night and day. First-class double and Single Buggies. Ladies' and Gentlemen's Saddle Horses on hire. Horses carefully broken to Saddle and Harness.	[328, 1158, 476, 1238]
